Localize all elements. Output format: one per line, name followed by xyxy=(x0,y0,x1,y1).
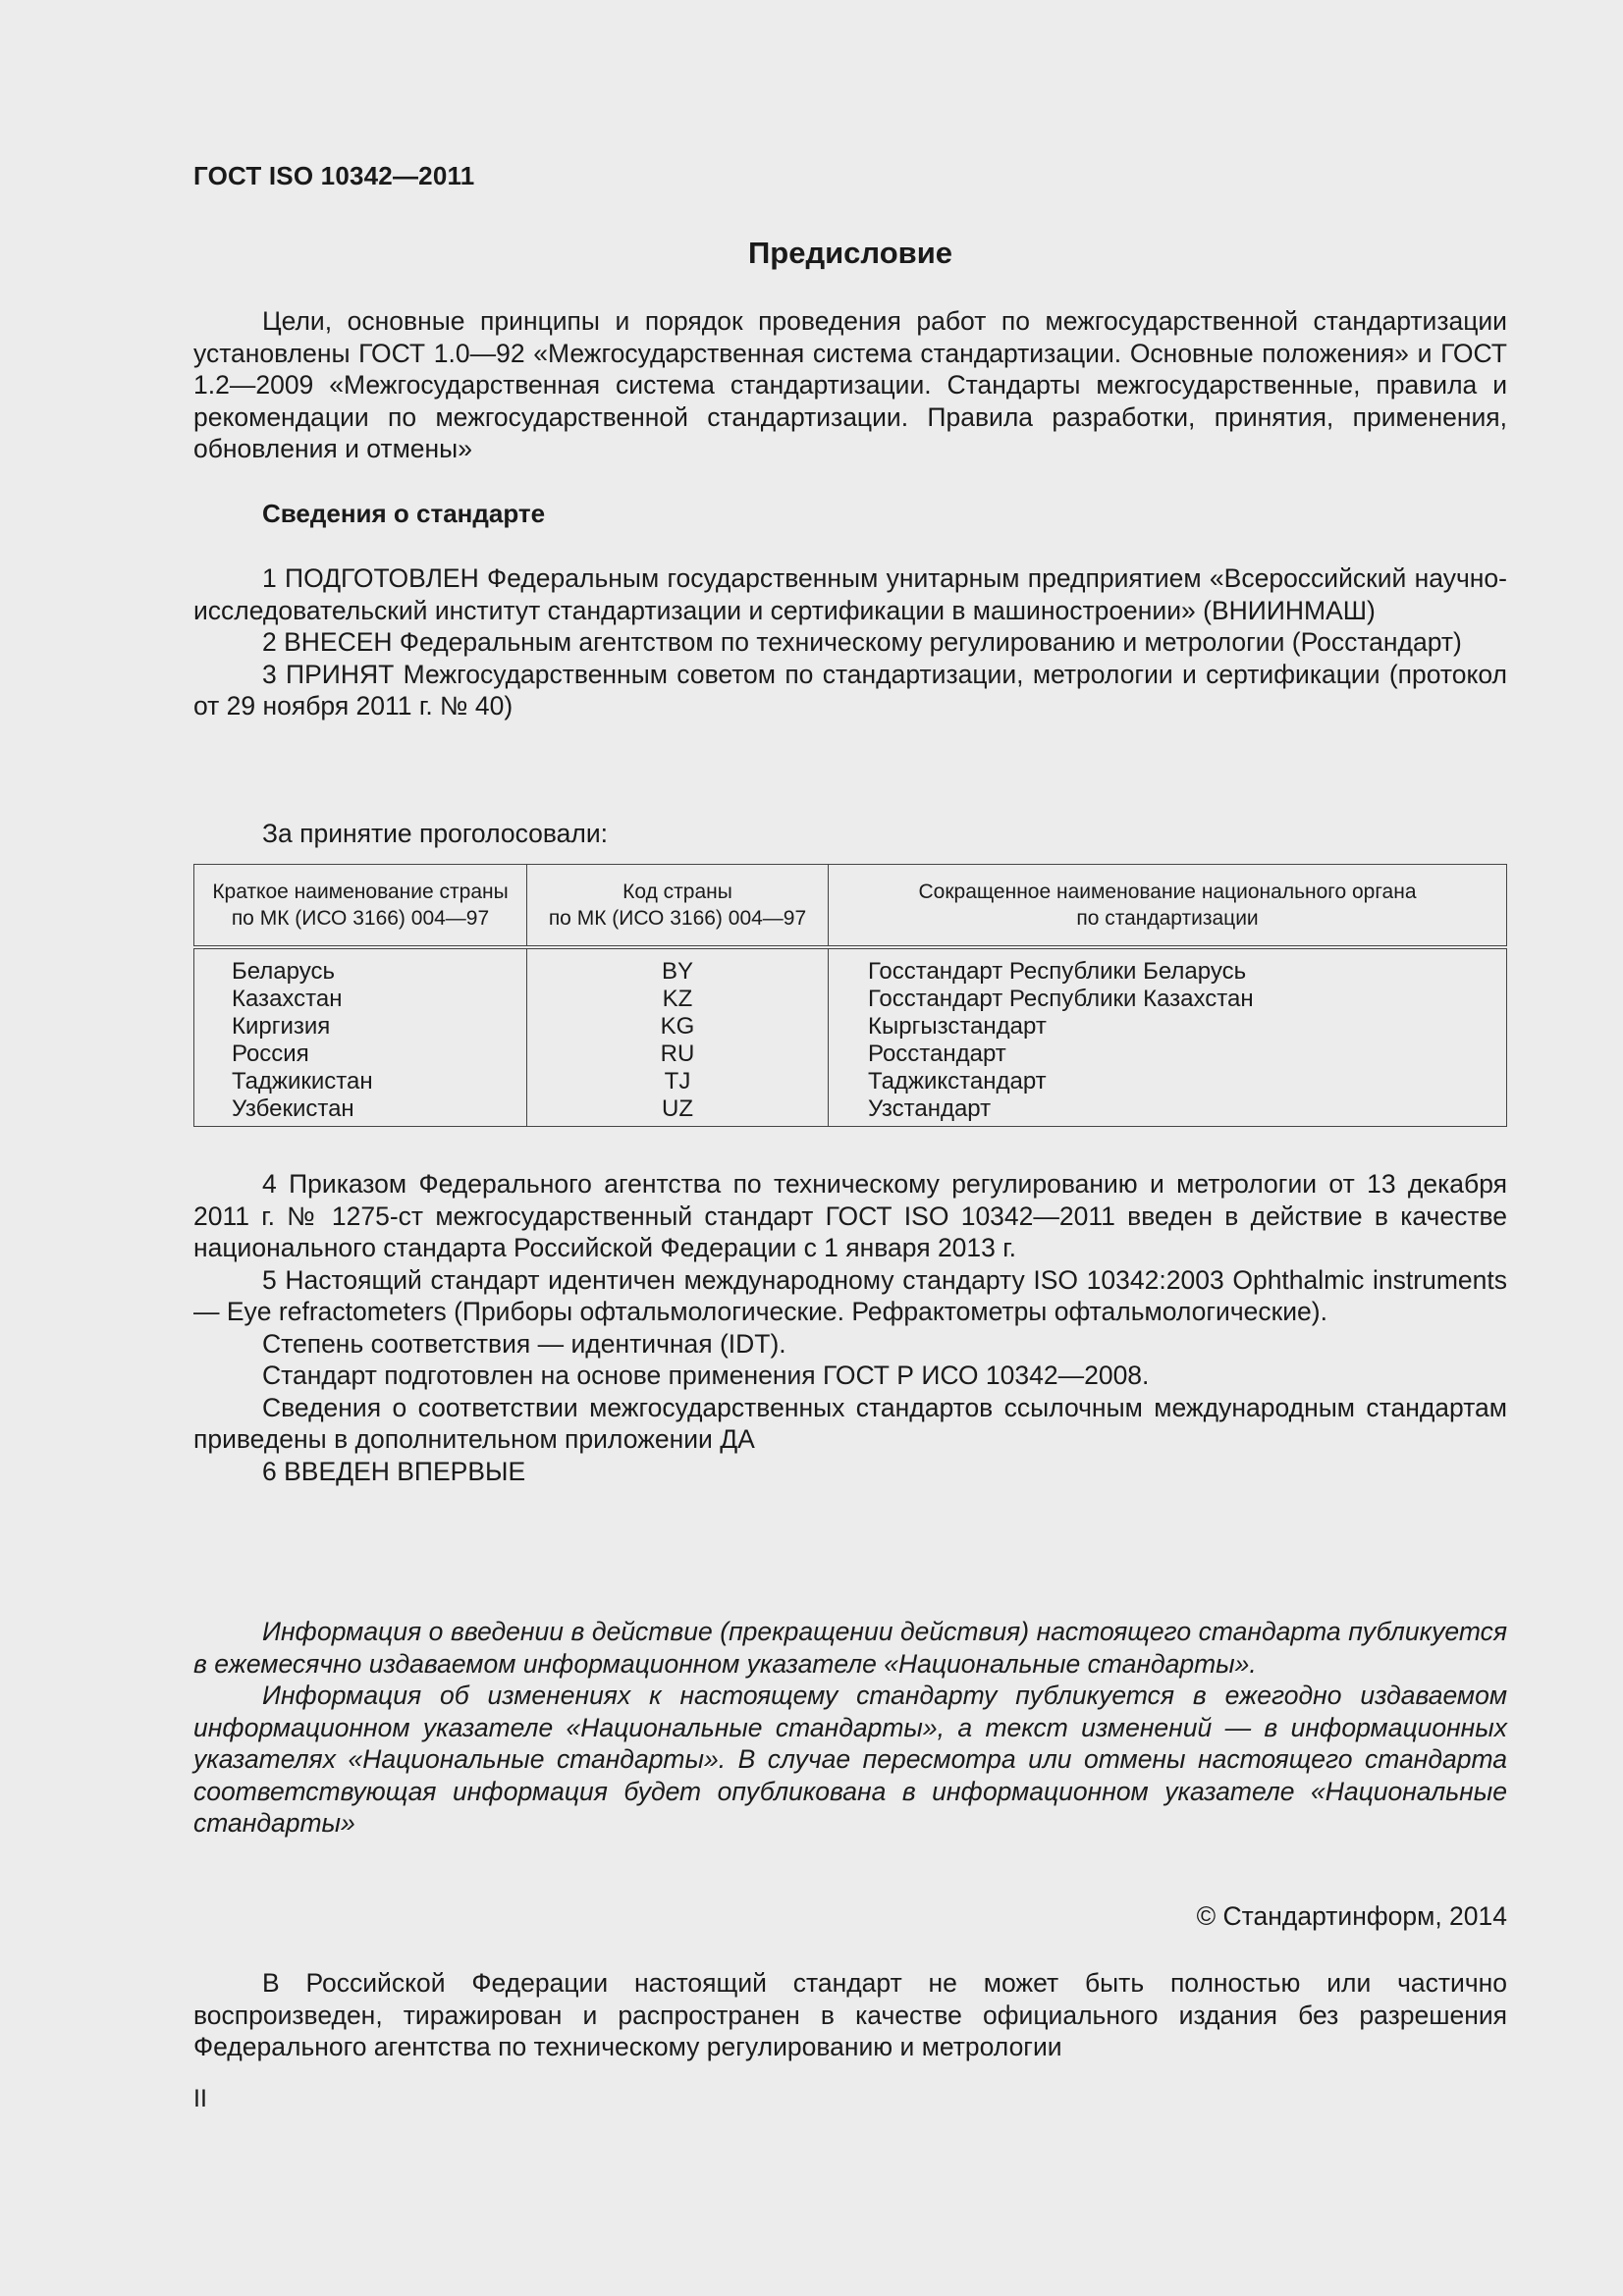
info-item-4: 4 Приказом Федерального агентства по техническому регулированию и метрологии от 13 декабря 2011 г. № 1275-ст межгосударственный стандарт ГОСТ ISO 10342—2011 введен в действие в качестве национального стандарта Российской Федерации с 1 января 2013 г. xyxy=(193,1169,1507,1262)
table-row xyxy=(194,1013,1507,1041)
reproduction-rights-paragraph: В Российской Федерации настоящий стандарт не может быть полностью или частично воспроизведен, тиражирован и распространен в качестве официального издания без разрешения Федерального агентства по техническому регулированию и метрологии xyxy=(193,1968,1507,2061)
country-name-cell: Казахстан xyxy=(194,986,527,1013)
header-national-body-line2: по стандартизации xyxy=(1076,907,1259,930)
table-header-row xyxy=(194,865,1507,948)
standard-info-section xyxy=(193,498,1507,530)
voted-section xyxy=(193,818,1507,850)
table-row xyxy=(194,1041,1507,1068)
header-country-code xyxy=(527,865,829,948)
voted-label: За принятие проголосовали: xyxy=(262,819,609,848)
header-national-body xyxy=(829,865,1507,948)
country-name-cell: Узбекистан xyxy=(194,1095,527,1127)
national-body-cell: Госстандарт Республики Казахстан xyxy=(829,986,1507,1013)
standard-info-items xyxy=(193,562,1507,722)
country-code-cell: RU xyxy=(527,1041,829,1068)
national-body-cell: Госстандарт Республики Беларусь xyxy=(829,947,1507,986)
header-national-body-line1: Сокращенное наименование национального органа xyxy=(918,881,1417,903)
copyright-notice: © Стандартинформ, 2014 xyxy=(1196,1901,1507,1931)
publication-info-section xyxy=(193,1616,1507,1840)
intro-paragraph: Цели, основные принципы и порядок проведения работ по межгосударственной стандартизации установлены ГОСТ 1.0—92 «Межгосударственная система стандартизации. Основные положения» и ГОСТ 1.2—2009 «Межгосударственная система стандартизации. Стандарты межгосударственные, правила и рекомендации по межгосударственной стандартизации. Правила разработки, принятия, применения, обновления и отмены» xyxy=(193,306,1507,463)
standard-info-heading: Сведения о стандарте xyxy=(262,499,546,528)
country-name-cell: Россия xyxy=(194,1041,527,1068)
country-code-cell: KG xyxy=(527,1013,829,1041)
adoption-details-section xyxy=(193,1168,1507,1487)
info-item-3: 3 ПРИНЯТ Межгосударственным советом по стандартизации, метрологии и сертификации (протокол от 29 ноября 2011 г. № 40) xyxy=(193,659,1507,721)
info-item-5: 5 Настоящий стандарт идентичен международному стандарту ISO 10342:2003 Ophthalmic instruments — Eye refractometers (Приборы офтальмологические. Рефрактометры офтальмологические). xyxy=(193,1264,1507,1326)
national-body-cell: Росстандарт xyxy=(829,1041,1507,1068)
national-body-cell: Таджикстандарт xyxy=(829,1068,1507,1095)
country-name-cell: Таджикистан xyxy=(194,1068,527,1095)
country-code-cell: BY xyxy=(527,947,829,986)
country-code-cell: KZ xyxy=(527,986,829,1013)
references-note: Сведения о соответствии межгосударственных стандартов ссылочным международным стандартам приведены в дополнительном приложении ДА xyxy=(193,1392,1507,1454)
page-title: Предисловие xyxy=(747,236,952,270)
national-body-cell: Кыргызстандарт xyxy=(829,1013,1507,1041)
publication-info-paragraph-2: Информация об изменениях к настоящему стандарту публикуется в ежегодно издаваемом информационном указателе «Национальные стандарты», а текст изменений — в информационных указателях «Национальные стандарты». В случае пересмотра или отмены настоящего стандарта соответствующая информация будет опубликована в информационном указателе «Национальные стандарты» xyxy=(193,1681,1507,1838)
national-body-cell: Узстандарт xyxy=(829,1095,1507,1127)
intro-section xyxy=(193,305,1507,465)
reproduction-rights-section xyxy=(193,1967,1507,2063)
info-item-2: 2 ВНЕСЕН Федеральным агентством по техническому регулированию и метрологии (Росстандарт) xyxy=(262,627,1462,657)
based-on-standard: Стандарт подготовлен на основе применения ГОСТ Р ИСО 10342—2008. xyxy=(262,1361,1150,1390)
conformity-degree: Степень соответствия — идентичная (IDT). xyxy=(262,1328,786,1359)
table-row xyxy=(194,947,1507,986)
header-country-code-line1: Код страны xyxy=(622,881,732,903)
country-code-cell: TJ xyxy=(527,1068,829,1095)
table-row xyxy=(194,1095,1507,1127)
table-row xyxy=(194,986,1507,1013)
info-item-1: 1 ПОДГОТОВЛЕН Федеральным государственным унитарным предприятием «Всероссийский научно-исследовательский институт стандартизации и сертификации в машиностроении» (ВНИИНМАШ) xyxy=(193,563,1507,625)
header-country-name xyxy=(194,865,527,948)
header-country-name-line2: по МК (ИСО 3166) 004—97 xyxy=(231,907,490,930)
table-row xyxy=(194,1068,1507,1095)
country-name-cell: Киргизия xyxy=(194,1013,527,1041)
country-code-cell: UZ xyxy=(527,1095,829,1127)
header-country-code-line2: по МК (ИСО 3166) 004—97 xyxy=(548,907,807,930)
page-number: II xyxy=(193,2085,207,2112)
publication-info-paragraph-1: Информация о введении в действие (прекращении действия) настоящего стандарта публикуется в ежемесячно издаваемом информационном указателе «Национальные стандарты». xyxy=(193,1617,1507,1679)
info-item-6: 6 ВВЕДЕН ВПЕРВЫЕ xyxy=(262,1456,526,1486)
header-country-name-line1: Краткое наименование страны xyxy=(212,881,509,903)
country-name-cell: Беларусь xyxy=(194,947,527,986)
document-id-header: ГОСТ ISO 10342—2011 xyxy=(193,161,475,190)
voting-countries-table xyxy=(193,864,1507,1127)
